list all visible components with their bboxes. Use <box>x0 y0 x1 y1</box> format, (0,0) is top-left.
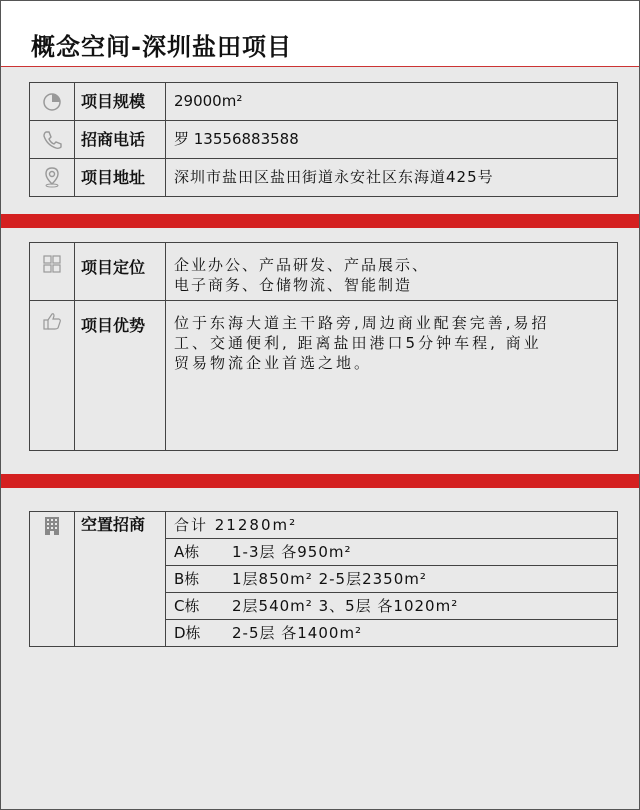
phone-label: 招商电话 <box>81 130 146 149</box>
building-name: A栋 <box>174 543 200 561</box>
thumbs-up-icon <box>41 301 63 336</box>
title-underline <box>1 66 639 67</box>
vacancy-label: 空置招商 <box>81 515 146 534</box>
positioning-table <box>29 242 618 451</box>
building-name: D栋 <box>174 624 201 642</box>
advantage-label: 项目优势 <box>81 316 146 335</box>
scale-value: 29000m² <box>174 92 243 110</box>
location-pin-icon <box>41 159 63 192</box>
building-detail: 2-5层 各1400m² <box>232 624 363 642</box>
building-detail: 1层850m² 2-5层2350m² <box>232 570 427 588</box>
table-row <box>30 159 618 197</box>
page-title: 概念空间-深圳盐田项目 <box>31 33 292 61</box>
building-name: B栋 <box>174 570 200 588</box>
scale-label: 项目规模 <box>81 92 146 111</box>
table-row <box>30 512 618 539</box>
vacancy-total: 合计 21280m² <box>174 516 298 534</box>
vacancy-table <box>29 511 618 647</box>
divider-bar <box>1 474 639 488</box>
table-row <box>30 243 618 301</box>
building-detail: 1-3层 各950m² <box>232 543 352 561</box>
advantage-value: 位于东海大道主干路旁,周边商业配套完善,易招 工、交通便利, 距离盐田港口5分钟车程, 商业 贸易物流企业首选之地。 <box>174 314 550 372</box>
positioning-label: 项目定位 <box>81 258 146 277</box>
table-row <box>30 301 618 451</box>
table-row <box>30 83 618 121</box>
phone-icon <box>41 121 63 155</box>
header <box>1 1 639 67</box>
grid-icon <box>41 243 63 279</box>
divider-bar <box>1 214 639 228</box>
address-label: 项目地址 <box>81 168 146 187</box>
table-row <box>30 121 618 159</box>
building-detail: 2层540m² 3、5层 各1020m² <box>232 597 459 615</box>
pie-chart-icon <box>41 83 63 117</box>
pie-chart-icon-cell <box>30 83 75 121</box>
building-name: C栋 <box>174 597 200 615</box>
address-value: 深圳市盐田区盐田街道永安社区东海道425号 <box>174 168 494 186</box>
positioning-value: 企业办公、产品研发、产品展示、 电子商务、仓储物流、智能制造 <box>174 256 430 294</box>
building-icon <box>41 512 63 541</box>
phone-value[interactable]: 罗 13556883588 <box>174 130 299 148</box>
project-info-table <box>29 82 618 197</box>
